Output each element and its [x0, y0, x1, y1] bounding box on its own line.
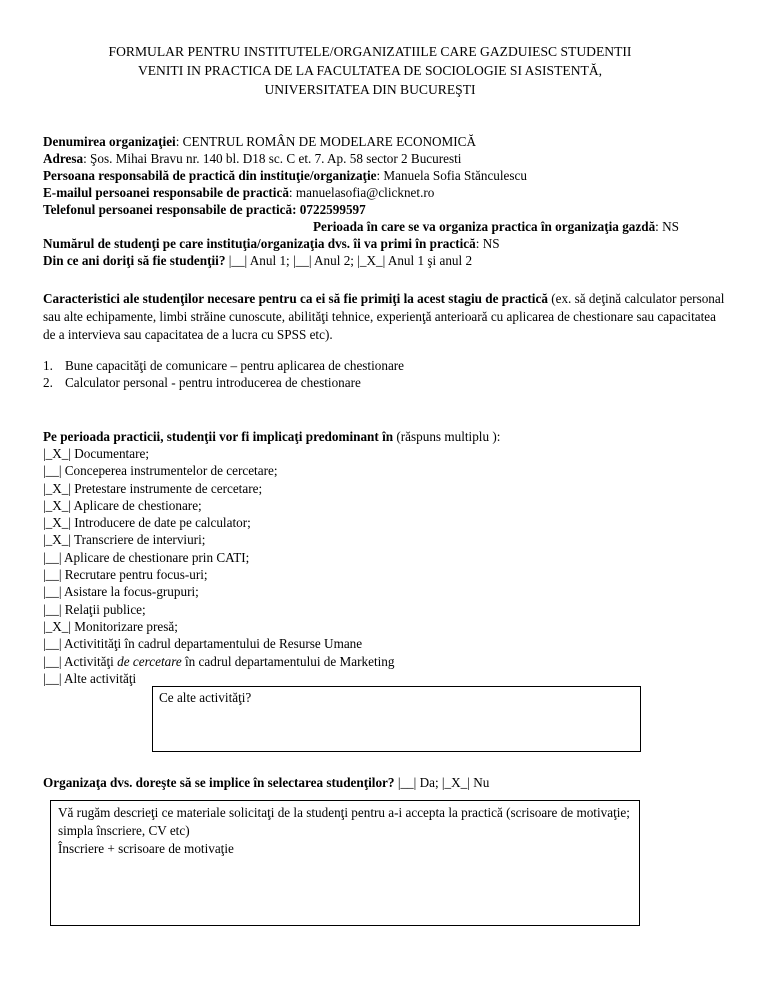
activity-checkbox[interactable]: |_X_| Aplicare de chestionare;	[43, 497, 202, 513]
activity-checkbox-marketing[interactable]	[43, 653, 723, 670]
list-item-text: Calculator personal - pentru introducerea de chestionare	[65, 375, 361, 390]
list-item-number: 2.	[43, 375, 53, 390]
activities-heading	[43, 428, 723, 445]
address-row	[43, 150, 723, 167]
materials-answer: Înscriere + scrisoare de motivaţie	[58, 841, 234, 856]
org-name-value: : CENTRUL ROMÂN DE MODELARE ECONOMICĂ	[175, 134, 476, 149]
activity-checkbox[interactable]: |_X_| Monitorizare presă;	[43, 618, 178, 634]
activities-section	[43, 428, 723, 687]
phone-row	[43, 201, 723, 218]
responsible-person-row	[43, 167, 723, 184]
selection-label: Organizaţa dvs. doreşte să se implice în selectarea studenţilor?	[43, 775, 395, 790]
form-title	[40, 42, 700, 99]
activity-checkbox[interactable]: |__| Relaţii publice;	[43, 601, 146, 617]
activity-checkbox[interactable]: |__| Activitităţi în cadrul departamentului de Resurse Umane	[43, 636, 363, 652]
address-value: : Şos. Mihai Bravu nr. 140 bl. D18 sc. C et. 7. Ap. 58 sector 2 Bucuresti	[83, 151, 462, 166]
characteristics-paragraph	[43, 290, 725, 344]
responsible-person-label: Persoana responsabilă de practică din instituţie/organizaţie	[43, 168, 377, 183]
activity-checkbox[interactable]: |_X_| Introducere de date pe calculator;	[43, 515, 251, 531]
characteristics-label: Caracteristici ale studenţilor necesare pentru ca ei să fie primiţi la acest stagiu de practică	[43, 291, 548, 306]
activity-checkbox[interactable]: |_X_| Pretestare instrumente de cercetare;	[43, 480, 263, 496]
years-row	[43, 252, 723, 269]
organization-info	[43, 133, 723, 269]
student-count-value: : NS	[475, 236, 500, 251]
period-label: Perioada în care se va organiza practica în organizaţia gazdă	[312, 219, 656, 234]
student-count-label: Numărul de studenţi pe care instituţia/organizaţia dvs. îi va primi în practică	[43, 236, 476, 251]
activity-checkbox[interactable]: |__| Asistare la focus-grupuri;	[43, 584, 199, 600]
activities-label: Pe perioada practicii, studenţii vor fi implicaţi predominant în	[43, 429, 394, 444]
title-line-2: VENITI IN PRACTICA DE LA FACULTATEA DE SOCIOLOGIE SI ASISTENTĂ,	[137, 63, 603, 78]
activity-checkbox[interactable]: |__| Conceperea instrumentelor de cercetare;	[43, 463, 278, 479]
list-item-text: Bune capacităţi de comunicare – pentru aplicarea de chestionare	[65, 358, 405, 373]
period-value: : NS	[655, 219, 679, 234]
activity-checkbox[interactable]: |_X_| Transcriere de interviuri;	[43, 532, 206, 548]
selection-value[interactable]: |__| Da; |_X_| Nu	[394, 775, 490, 790]
activity-checkbox[interactable]: |_X_| Documentare;	[43, 446, 149, 461]
email-label: E-mailul persoanei responsabile de practică	[43, 185, 289, 200]
activity-checkbox-other[interactable]: |__| Alte activităţi	[43, 670, 137, 686]
email-value: : manuelasofia@clicknet.ro	[288, 185, 435, 200]
org-name-label: Denumirea organizaţiei	[43, 134, 176, 149]
phone-label: Telefonul persoanei responsabile de practică: 0722599597	[43, 202, 366, 217]
materials-question: Vă rugăm descrieţi ce materiale solicitaţi de la studenţi pentru a-i accepta la practică (scrisoare de motivaţie; simpla înscriere, CV etc)	[58, 805, 630, 838]
marketing-italic: de cercetare	[117, 653, 182, 669]
list-item	[43, 374, 723, 391]
email-row	[43, 184, 723, 201]
title-line-3: UNIVERSITATEA DIN BUCUREŞTI	[264, 82, 476, 97]
materials-box[interactable]	[50, 800, 640, 926]
marketing-prefix: |__| Activităţi	[43, 653, 118, 669]
years-label: Din ce ani doriţi să fie studenţii?	[43, 253, 226, 268]
marketing-suffix: în cadrul departamentului de Marketing	[181, 653, 395, 669]
list-item-number: 1.	[43, 358, 53, 373]
activity-checkbox[interactable]: |__| Recrutare pentru focus-uri;	[43, 567, 208, 583]
org-name-row	[43, 133, 723, 150]
characteristics-list	[43, 357, 723, 391]
responsible-person-value: : Manuela Sofia Stănculescu	[376, 168, 527, 183]
title-line-1: FORMULAR PENTRU INSTITUTELE/ORGANIZATIILE CARE GAZDUIESC STUDENTII	[108, 44, 632, 59]
list-item	[43, 357, 723, 374]
activity-checkbox[interactable]: |__| Aplicare de chestionare prin CATI;	[43, 549, 250, 565]
years-value: |__| Anul 1; |__| Anul 2; |_X_| Anul 1 şi anul 2	[225, 253, 473, 268]
selection-row	[43, 774, 723, 791]
other-activities-label: Ce alte activităţi?	[159, 690, 252, 705]
activities-hint: (răspuns multiplu ):	[393, 429, 501, 444]
student-count-row	[43, 235, 723, 252]
other-activities-box[interactable]	[152, 686, 641, 752]
characteristics-text: (ex. să deţină calculator personal sau alte echipamente, limbi străine cunoscute, abilităţi tehnice, experienţă anterioară cu aplicarea de chestionare sau capacitatea de a intervieva sau capacitatea de a lucra cu SPSS etc).	[43, 291, 725, 342]
period-row	[43, 218, 723, 235]
address-label: Adresa	[43, 151, 84, 166]
